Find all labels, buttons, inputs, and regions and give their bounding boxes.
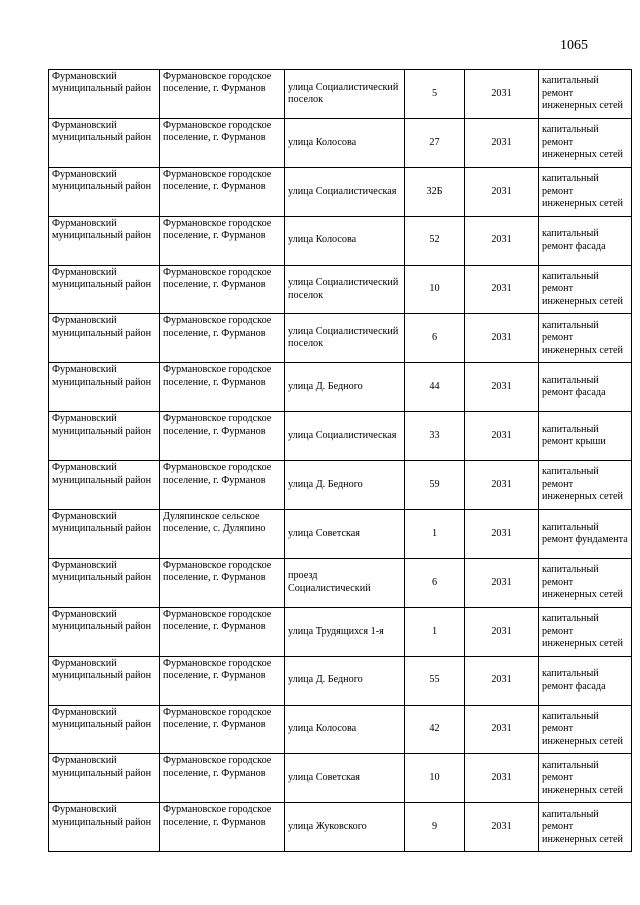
house-number-cell: 44 [405,363,465,412]
settlement-cell: Фурмановское городское поселение, г. Фурманов [160,216,285,265]
settlement-cell: Фурмановское городское поселение, г. Фурманов [160,363,285,412]
table-row [49,314,632,363]
year-cell: 2031 [465,167,539,216]
settlement-cell: Фурмановское городское поселение, г. Фурманов [160,314,285,363]
district-cell: Фурмановский муниципальный район [49,70,160,119]
district-cell: Фурмановский муниципальный район [49,363,160,412]
house-number-cell: 32Б [405,167,465,216]
table-row [49,70,632,119]
work-type-cell: капитальный ремонт инженерных сетей [539,558,632,607]
work-type-cell: капитальный ремонт крыши [539,412,632,461]
table-row [49,265,632,314]
year-cell: 2031 [465,412,539,461]
year-cell: 2031 [465,754,539,803]
street-cell: улица Социалистическая [285,412,405,461]
year-cell: 2031 [465,510,539,559]
work-type-cell: капитальный ремонт инженерных сетей [539,705,632,754]
housing-repair-table [48,69,632,852]
house-number-cell: 5 [405,70,465,119]
house-number-cell: 33 [405,412,465,461]
year-cell: 2031 [465,607,539,656]
table-row [49,656,632,705]
table-row [49,118,632,167]
district-cell: Фурмановский муниципальный район [49,412,160,461]
work-type-cell: капитальный ремонт инженерных сетей [539,461,632,510]
house-number-cell: 1 [405,510,465,559]
settlement-cell: Фурмановское городское поселение, г. Фурманов [160,705,285,754]
year-cell: 2031 [465,216,539,265]
street-cell: улица Колосова [285,118,405,167]
district-cell: Фурмановский муниципальный район [49,118,160,167]
street-cell: улица Трудящихся 1-я [285,607,405,656]
district-cell: Фурмановский муниципальный район [49,803,160,852]
settlement-cell: Дуляпинское сельское поселение, с. Дуляпино [160,510,285,559]
year-cell: 2031 [465,803,539,852]
year-cell: 2031 [465,70,539,119]
house-number-cell: 42 [405,705,465,754]
work-type-cell: капитальный ремонт инженерных сетей [539,118,632,167]
street-cell: улица Жуковского [285,803,405,852]
year-cell: 2031 [465,705,539,754]
table-row [49,607,632,656]
district-cell: Фурмановский муниципальный район [49,314,160,363]
work-type-cell: капитальный ремонт фасада [539,216,632,265]
district-cell: Фурмановский муниципальный район [49,558,160,607]
table-row [49,803,632,852]
work-type-cell: капитальный ремонт инженерных сетей [539,803,632,852]
street-cell: улица Д. Бедного [285,461,405,510]
street-cell: улица Советская [285,754,405,803]
work-type-cell: капитальный ремонт фасада [539,656,632,705]
street-cell: улица Социалистический поселок [285,314,405,363]
district-cell: Фурмановский муниципальный район [49,216,160,265]
street-cell: проезд Социалистический [285,558,405,607]
street-cell: улица Колосова [285,216,405,265]
street-cell: улица Колосова [285,705,405,754]
settlement-cell: Фурмановское городское поселение, г. Фурманов [160,70,285,119]
table-row [49,167,632,216]
settlement-cell: Фурмановское городское поселение, г. Фурманов [160,803,285,852]
street-cell: улица Советская [285,510,405,559]
table-body [49,70,632,852]
district-cell: Фурмановский муниципальный район [49,167,160,216]
district-cell: Фурмановский муниципальный район [49,705,160,754]
work-type-cell: капитальный ремонт инженерных сетей [539,607,632,656]
year-cell: 2031 [465,314,539,363]
year-cell: 2031 [465,461,539,510]
house-number-cell: 10 [405,754,465,803]
table-row [49,216,632,265]
year-cell: 2031 [465,656,539,705]
district-cell: Фурмановский муниципальный район [49,607,160,656]
work-type-cell: капитальный ремонт инженерных сетей [539,167,632,216]
house-number-cell: 55 [405,656,465,705]
district-cell: Фурмановский муниципальный район [49,510,160,559]
settlement-cell: Фурмановское городское поселение, г. Фурманов [160,167,285,216]
table-row [49,558,632,607]
street-cell: улица Социалистический поселок [285,70,405,119]
work-type-cell: капитальный ремонт инженерных сетей [539,265,632,314]
work-type-cell: капитальный ремонт фундамента [539,510,632,559]
street-cell: улица Д. Бедного [285,656,405,705]
table-row [49,510,632,559]
house-number-cell: 9 [405,803,465,852]
street-cell: улица Социалистическая [285,167,405,216]
house-number-cell: 52 [405,216,465,265]
table-row [49,412,632,461]
settlement-cell: Фурмановское городское поселение, г. Фурманов [160,265,285,314]
house-number-cell: 59 [405,461,465,510]
house-number-cell: 27 [405,118,465,167]
year-cell: 2031 [465,363,539,412]
settlement-cell: Фурмановское городское поселение, г. Фурманов [160,754,285,803]
house-number-cell: 1 [405,607,465,656]
district-cell: Фурмановский муниципальный район [49,656,160,705]
street-cell: улица Социалистический поселок [285,265,405,314]
settlement-cell: Фурмановское городское поселение, г. Фурманов [160,656,285,705]
settlement-cell: Фурмановское городское поселение, г. Фурманов [160,461,285,510]
work-type-cell: капитальный ремонт фасада [539,363,632,412]
year-cell: 2031 [465,118,539,167]
house-number-cell: 6 [405,558,465,607]
settlement-cell: Фурмановское городское поселение, г. Фурманов [160,558,285,607]
table-row [49,363,632,412]
street-cell: улица Д. Бедного [285,363,405,412]
work-type-cell: капитальный ремонт инженерных сетей [539,754,632,803]
house-number-cell: 6 [405,314,465,363]
house-number-cell: 10 [405,265,465,314]
work-type-cell: капитальный ремонт инженерных сетей [539,314,632,363]
year-cell: 2031 [465,265,539,314]
settlement-cell: Фурмановское городское поселение, г. Фурманов [160,607,285,656]
settlement-cell: Фурмановское городское поселение, г. Фурманов [160,118,285,167]
settlement-cell: Фурмановское городское поселение, г. Фурманов [160,412,285,461]
table-row [49,754,632,803]
district-cell: Фурмановский муниципальный район [49,754,160,803]
year-cell: 2031 [465,558,539,607]
work-type-cell: капитальный ремонт инженерных сетей [539,70,632,119]
district-cell: Фурмановский муниципальный район [49,265,160,314]
page-number: 1065 [560,38,588,53]
table-row [49,461,632,510]
district-cell: Фурмановский муниципальный район [49,461,160,510]
table-row [49,705,632,754]
